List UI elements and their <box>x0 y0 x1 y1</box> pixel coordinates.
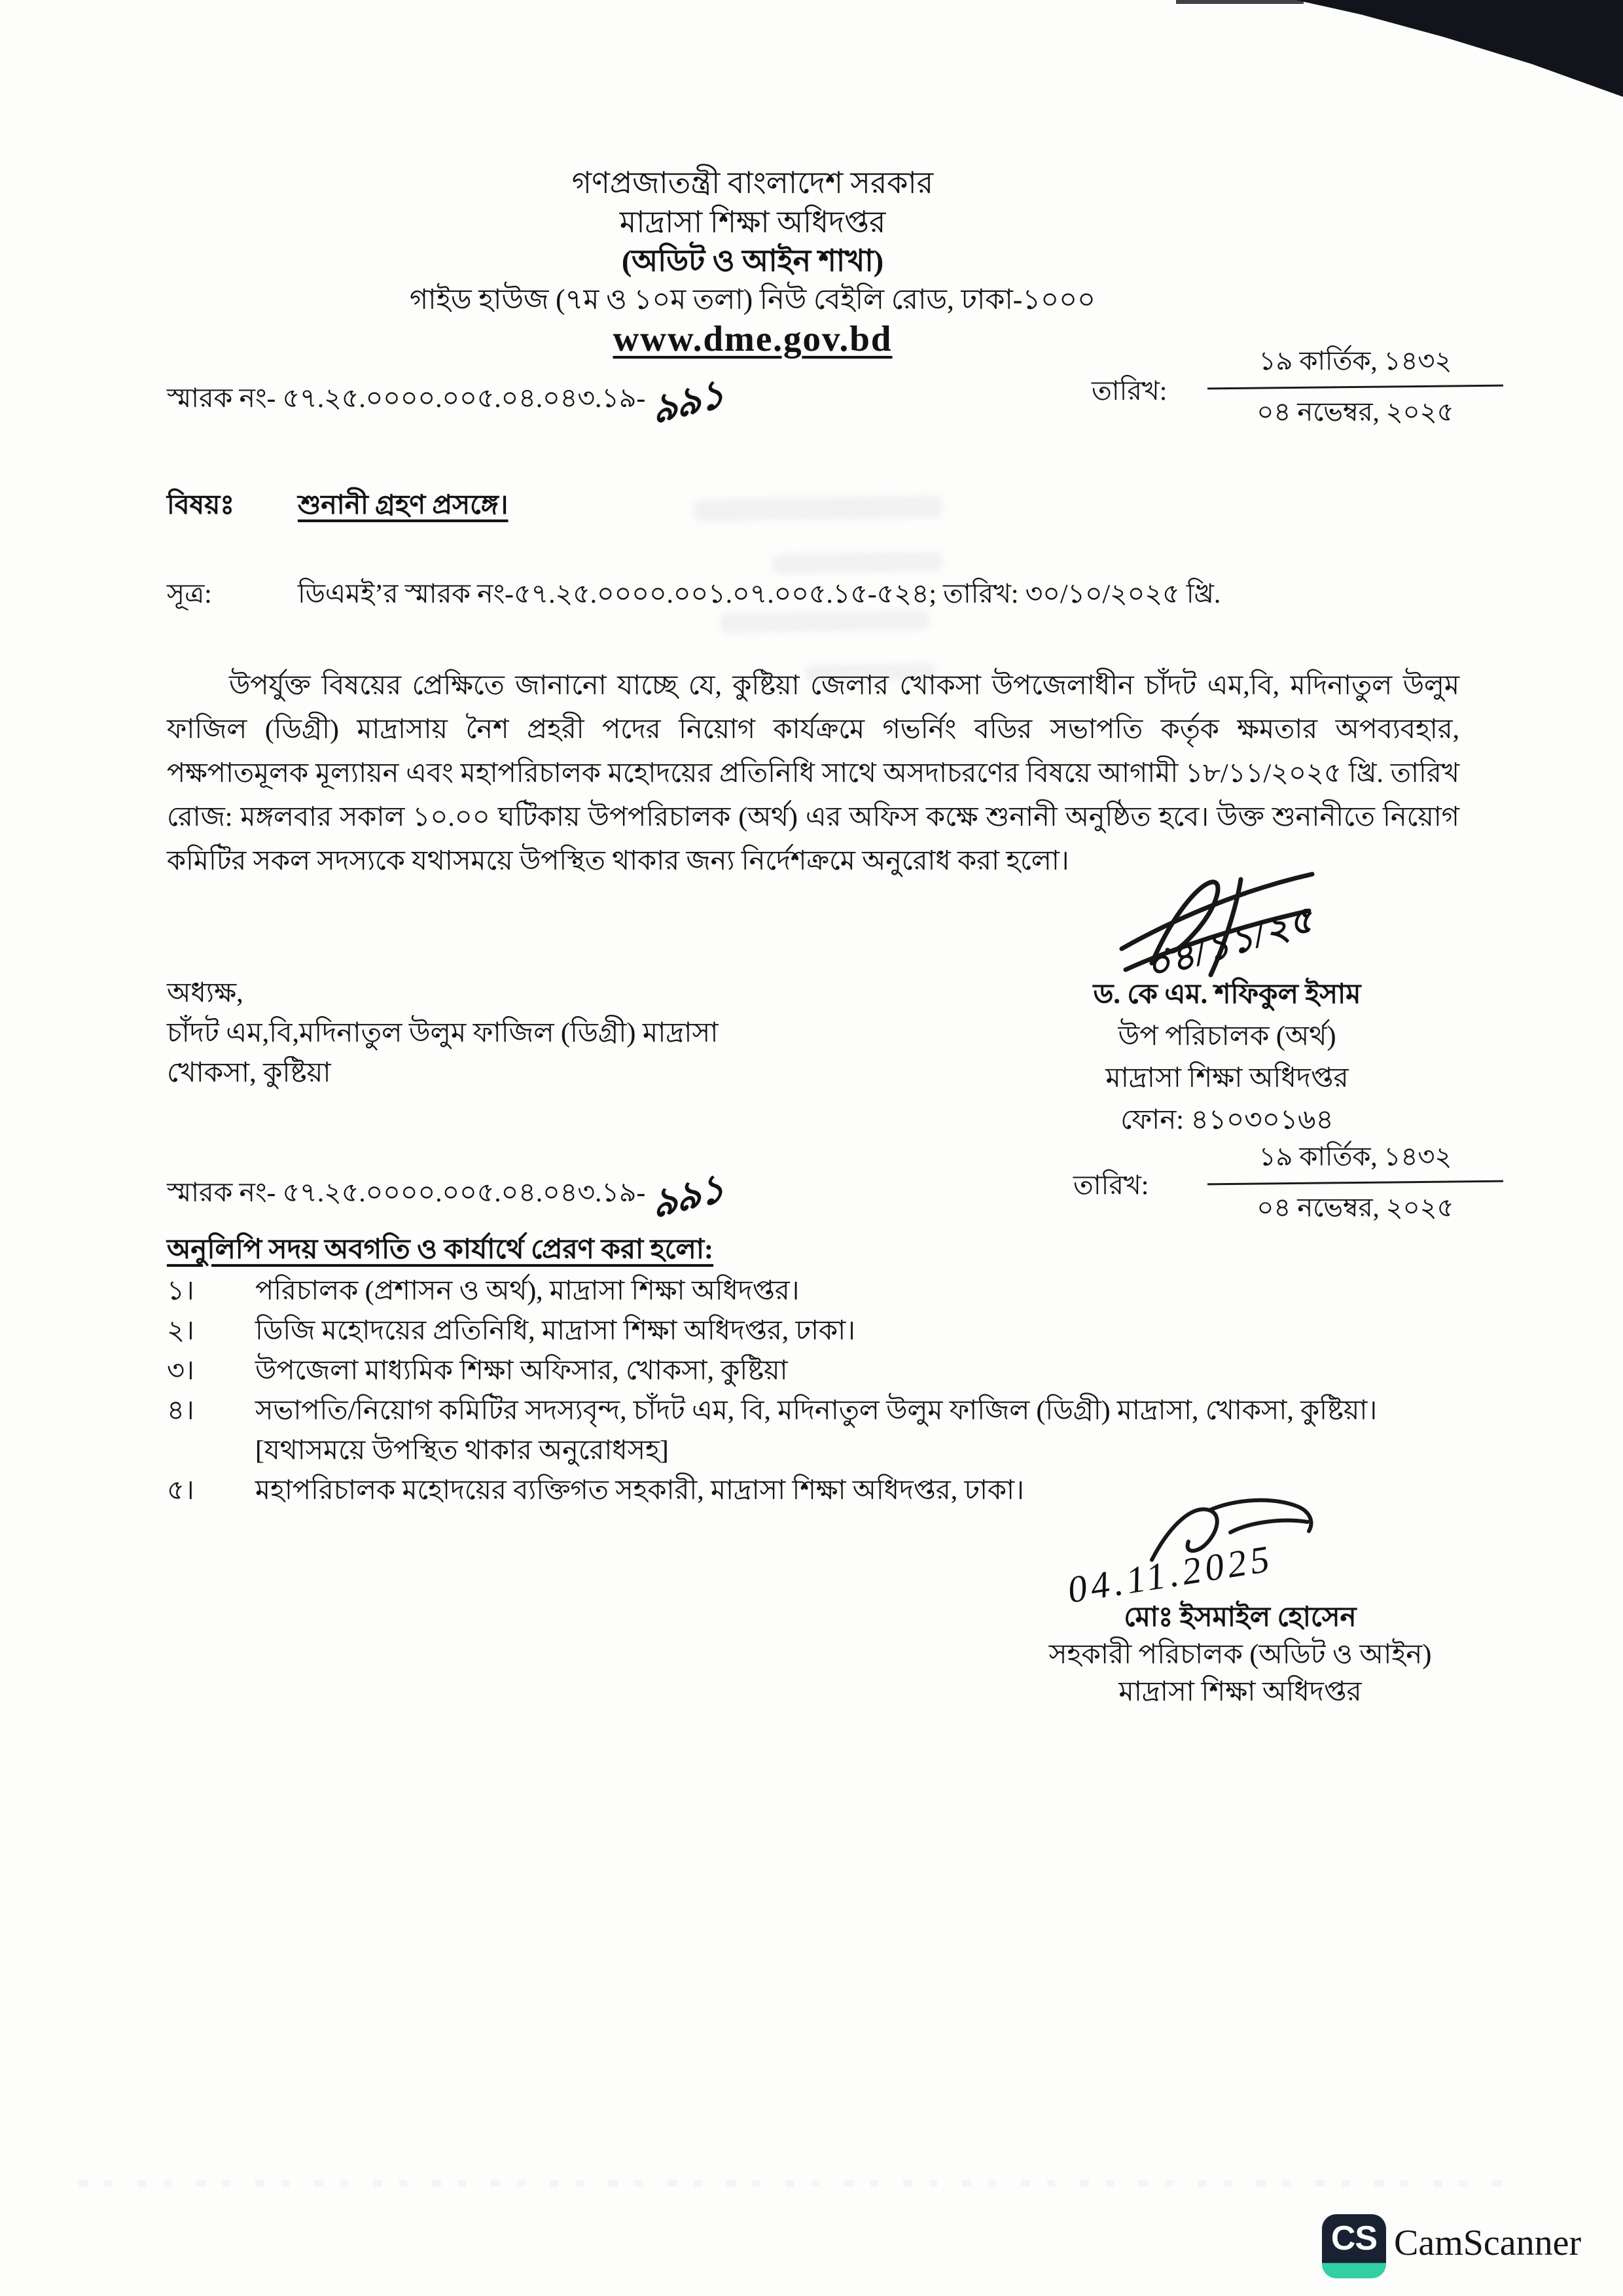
item-text: সভাপতি/নিয়োগ কমিটির সদস্যবৃন্দ, চাঁদট এম, বি, মদিনাতুল উলুম ফাজিল (ডিগ্রী) মাদ্রাসা, খোকসা, কুষ্টিয়া। [যথাসময়ে উপস্থিত থাকার অনুরোধসহ] <box>255 1395 1378 1465</box>
addressee-salutation: অধ্যক্ষ, <box>167 978 243 1008</box>
date-block-1 <box>1207 340 1503 435</box>
signatory-1-designation: উপ পরিচালক (অর্থ) <box>1118 1021 1336 1051</box>
camscanner-icon-letters: CS <box>1330 2219 1378 2257</box>
item-number: ৩। <box>167 1355 194 1385</box>
subject-row <box>167 484 508 529</box>
signatory-1-phone: ফোন: ৪১০৩০১৬৪ <box>1120 1105 1334 1135</box>
reference-row <box>167 573 1221 618</box>
item-text: উপজেলা মাধ্যমিক শিক্ষা অফিসার, খোকসা, কুষ্টিয়া <box>255 1355 788 1385</box>
signatory-1-office: মাদ্রাসা শিক্ষা অধিদপ্তর <box>1105 1063 1349 1093</box>
letter-body: উপর্যুক্ত বিষয়ের প্রেক্ষিতে জানানো যাচ্ছে যে, কুষ্টিয়া জেলার খোকসা উপজেলাধীন চাঁদট এম,বি, মদিনাতুল উলুম ফাজিল (ডিগ্রী) মাদ্রাসায় নৈশ প্রহরী পদের নিয়োগ কার্যক্রমে গভর্নিং বডির সভাপতি কর্তৃক ক্ষমতার অপব্যবহার, পক্ষপাতমূলক মূল্যায়ন এবং মহাপরিচালক মহোদয়ের প্রতিনিধি সাথে অসদাচরণের বিষয়ে আগামী ১৮/১১/২০২৫ খ্রি. তারিখ রোজ: মঙ্গলবার সকাল ১০.০০ ঘটিকায় উপপরিচালক (অর্থ) এর অফিস কক্ষে শুনানী অনুষ্ঠিত হবে। উক্ত শুনানীতে নিয়োগ কমিটির সকল সদস্যকে যথাসময়ে উপস্থিত থাকার জন্য নির্দেশক্রমে অনুরোধ করা হলো। <box>167 669 1459 875</box>
item-number: ৫। <box>167 1475 194 1505</box>
date-divider-line <box>1207 385 1503 390</box>
bleed-through-smudge <box>694 495 943 522</box>
item-number: ১। <box>167 1275 194 1305</box>
list-item <box>167 1390 1482 1470</box>
item-text: মহাপরিচালক মহোদয়ের ব্যক্তিগত সহকারী, মাদ্রাসা শিক্ষা অধিদপ্তর, ঢাকা। <box>255 1475 1024 1505</box>
list-item <box>167 1351 1482 1390</box>
signatory-2-designation: সহকারী পরিচালক (অডিট ও আইন) <box>1048 1640 1432 1670</box>
office-address: গাইড হাউজ (৭ম ও ১০ম তলা) নিউ বেইলি রোড, ঢাকা-১০০০ <box>409 285 1096 315</box>
memo-number-label: স্মারক নং- ৫৭.২৫.০০০০.০০৫.০৪.০৪৩.১৯- <box>167 383 646 413</box>
memo-number-label: স্মারক নং- ৫৭.২৫.০০০০.০০৫.০৪.০৪৩.১৯- <box>167 1177 646 1207</box>
list-item <box>167 1311 1482 1351</box>
addressee-block <box>167 974 718 1093</box>
branch-name: (অডিট ও আইন শাখা) <box>621 244 884 277</box>
signatory-2-office: মাদ্রাসা শিক্ষা অধিদপ্তর <box>1118 1677 1362 1707</box>
signatory-1-name: ড. কে এম. শফিকুল ইসাম <box>1093 980 1361 1010</box>
item-text: পরিচালক (প্রশাসন ও অর্থ), মাদ্রাসা শিক্ষা অধিদপ্তর। <box>255 1275 800 1305</box>
date-label-1: তারিখ: <box>1092 376 1168 406</box>
date-gregorian-2: ০৪ নভেম্বর, ২০২৫ <box>1257 1193 1454 1222</box>
addressee-institution: চাঁদট এম,বি,মদিনাতুল উলুম ফাজিল (ডিগ্রী) মাদ্রাসা <box>167 1018 719 1048</box>
bleed-through-smudge <box>772 552 942 574</box>
handwritten-memo-number: ৯৯১ <box>650 371 726 433</box>
reference-text: ডিএমই’র স্মারক নং-৫৭.২৫.০০০০.০০১.০৭.০০৫.১৫-৫২৪; তারিখ: ৩০/১০/২০২৫ খ্রি. <box>298 578 1221 609</box>
item-number: ৪। <box>167 1395 194 1425</box>
scan-noise-strip <box>79 2180 1518 2187</box>
camscanner-label: CamScanner <box>1394 2223 1582 2263</box>
signatory-block-1 <box>1011 974 1443 1141</box>
camscanner-icon <box>1322 2214 1386 2278</box>
handwritten-date-1: ০৪/১১/২৫ <box>1141 898 1319 989</box>
copy-distribution-heading: অনুলিপি সদয় অবগতি ও কার্যার্থে প্রেরণ করা হলো: <box>167 1235 714 1265</box>
date-divider-line <box>1207 1180 1503 1186</box>
date-label-2: তারিখ: <box>1073 1170 1149 1200</box>
copy-distribution-list <box>167 1271 1482 1510</box>
handwritten-date-2: 04.11.2025 <box>1064 1536 1276 1612</box>
scan-dark-corner-artifact <box>1296 0 1623 97</box>
date-gregorian-1: ০৪ নভেম্বর, ২০২৫ <box>1257 397 1454 427</box>
item-text: ডিজি মহোদয়ের প্রতিনিধি, মাদ্রাসা শিক্ষা অধিদপ্তর, ঢাকা। <box>255 1315 855 1345</box>
subject-label: বিষয়ঃ <box>167 489 235 520</box>
website-url: www.dme.gov.bd <box>613 319 893 359</box>
government-name: গণপ্রজাতন্ত্রী বাংলাদেশ সরকার <box>571 166 934 200</box>
memo-number-row-1 <box>167 372 724 437</box>
memo-number-row-2 <box>167 1166 724 1231</box>
scan-dark-edge-artifact <box>1176 0 1304 4</box>
signatory-2-name: মোঃ ইসমাইল হোসেন <box>1124 1602 1357 1633</box>
directorate-name: মাদ্রাসা শিক্ষা অধিদপ্তর <box>619 205 886 239</box>
item-number: ২। <box>167 1315 194 1345</box>
date-block-2 <box>1207 1136 1503 1231</box>
reference-label: সূত্র: <box>167 578 212 609</box>
list-item <box>167 1271 1482 1311</box>
date-bangla-1: ১৯ কার্তিক, ১৪৩২ <box>1258 346 1452 376</box>
signatory-block-2 <box>1011 1599 1469 1711</box>
date-bangla-2: ১৯ কার্তিক, ১৪৩২ <box>1258 1142 1452 1171</box>
subject-text: শুনানী গ্রহণ প্রসঙ্গে। <box>298 489 508 520</box>
addressee-location: খোকসা, কুষ্টিয়া <box>167 1058 331 1088</box>
letterhead <box>0 165 1564 359</box>
handwritten-memo-number: ৯৯১ <box>650 1165 726 1227</box>
